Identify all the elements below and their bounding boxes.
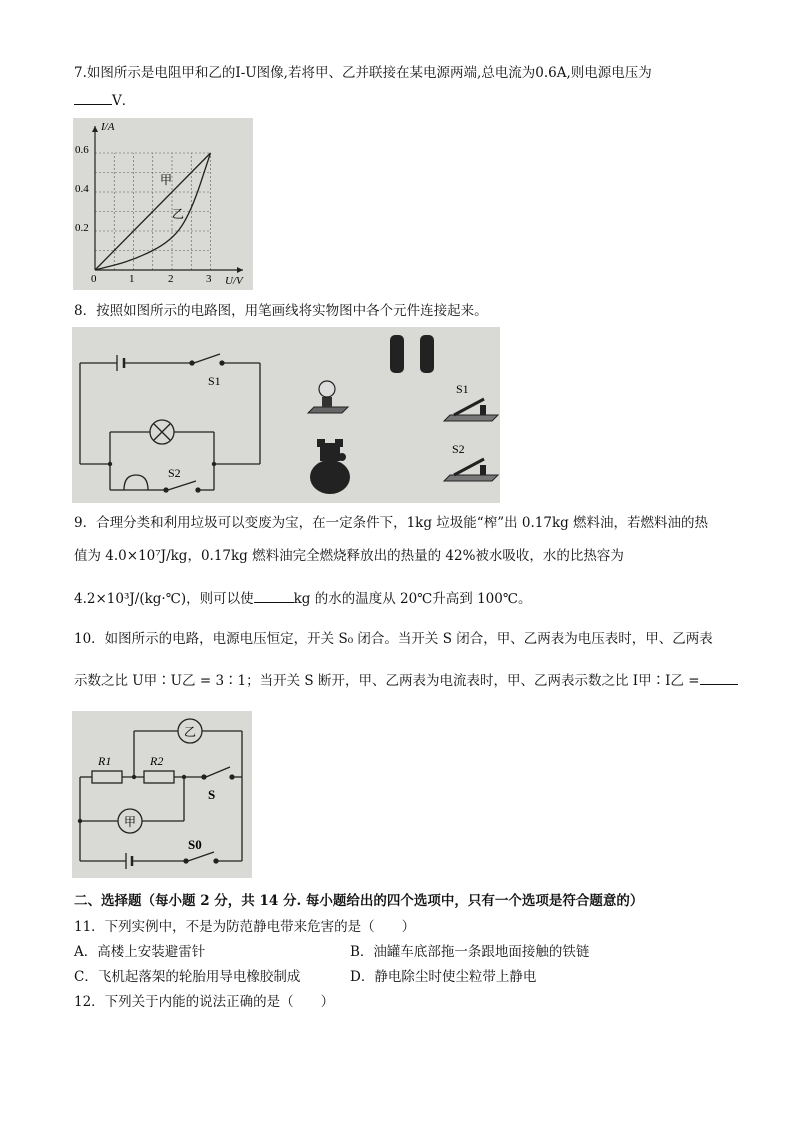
q10-answer-blank[interactable] — [700, 670, 738, 685]
bell-icon — [310, 439, 350, 494]
q7-stem-line1: 7.如图所示是电阻甲和乙的I-U图像,若将甲、乙并联接在某电源两端,总电流为0.6A,则电源电压为 — [74, 65, 652, 81]
s2-real-label: S2 — [452, 442, 465, 456]
y-tick-label: 0.4 — [75, 183, 89, 195]
series-yi-label: 乙 — [172, 207, 185, 221]
q11-option-b[interactable]: B．油罐车底部拖一条跟地面接触的铁链 — [350, 944, 590, 960]
meter-jia-label: 甲 — [124, 815, 137, 829]
meter-yi-label: 乙 — [184, 725, 197, 739]
q10-stem-line1: 10．如图所示的电路，电源电压恒定，开关 S₀ 闭合。当开关 S 闭合，甲、乙两表为电压表时，甲、乙两表 — [74, 631, 713, 647]
q7-stem-line2 — [74, 90, 135, 110]
bulb-socket-icon — [308, 381, 348, 413]
q9-answer-blank[interactable] — [254, 588, 294, 603]
q9-line3-part-b: kg 的水的温度从 20℃升高到 100℃。 — [293, 591, 532, 607]
y-tick-label: 0.2 — [75, 222, 89, 234]
q9-stem-line2: 值为 4.0×10⁷J/kg，0.17kg 燃料油完全燃烧释放出的热量的 42%被水吸收，水的比热容为 — [74, 548, 624, 564]
q7-iu-graph — [73, 118, 253, 290]
section2-heading: 二、选择题（每小题 2 分，共 14 分. 每小题给出的四个选项中，只有一个选项是符合题意的） — [74, 893, 644, 909]
knife-switch-s2-icon — [444, 459, 498, 481]
x-tick-label: 0 — [91, 273, 97, 285]
q10-circuit-figure — [72, 711, 252, 878]
battery-icon — [390, 335, 404, 373]
r2-label: R2 — [150, 754, 164, 768]
s1-real-label: S1 — [456, 382, 469, 396]
q10-stem-line2 — [74, 670, 738, 690]
q8-circuit-figure — [72, 327, 500, 503]
series-jia-label: 甲 — [160, 173, 173, 187]
q9-stem-line3 — [74, 588, 531, 608]
s-label: S — [208, 787, 216, 802]
q10-line2-text: 示数之比 U甲∶U乙 = 3∶1；当开关 S 断开，甲、乙两表为电流表时，甲、乙两表示数之比 I甲∶I乙 = — [74, 673, 700, 689]
q11-option-d[interactable]: D．静电除尘时使尘粒带上静电 — [350, 969, 537, 985]
q7-answer-blank[interactable] — [74, 90, 112, 105]
q9-line3-part-a: 4.2×10³J/(kg·℃)，则可以使 — [74, 591, 254, 607]
q11-option-a[interactable]: A．高楼上安装避雷针 — [74, 944, 206, 960]
x-tick-label: 2 — [168, 273, 174, 285]
battery-icon — [420, 335, 434, 373]
x-tick-label: 3 — [206, 273, 212, 285]
y-tick-label: 0.6 — [75, 144, 89, 156]
r1-label: R1 — [98, 754, 112, 768]
s0-label: S0 — [188, 837, 202, 852]
q11-stem: 11．下列实例中，不是为防范静电带来危害的是（ ） — [74, 919, 416, 935]
q7-unit: V． — [112, 93, 136, 109]
q8-stem: 8．按照如图所示的电路图，用笔画线将实物图中各个元件连接起来。 — [74, 303, 488, 319]
s1-label: S1 — [208, 374, 221, 388]
x-axis-label: U/V — [225, 275, 243, 287]
q11-option-c[interactable]: C．飞机起落架的轮胎用导电橡胶制成 — [74, 969, 301, 985]
q12-stem: 12．下列关于内能的说法正确的是（ ） — [74, 994, 335, 1010]
y-axis-label: I/A — [101, 121, 115, 133]
s2-label: S2 — [168, 466, 181, 480]
x-tick-label: 1 — [129, 273, 135, 285]
knife-switch-s1-icon — [444, 399, 498, 421]
q9-stem-line1: 9．合理分类和利用垃圾可以变废为宝，在一定条件下，1kg 垃圾能“榨”出 0.17kg 燃料油，若燃料油的热 — [74, 515, 709, 531]
